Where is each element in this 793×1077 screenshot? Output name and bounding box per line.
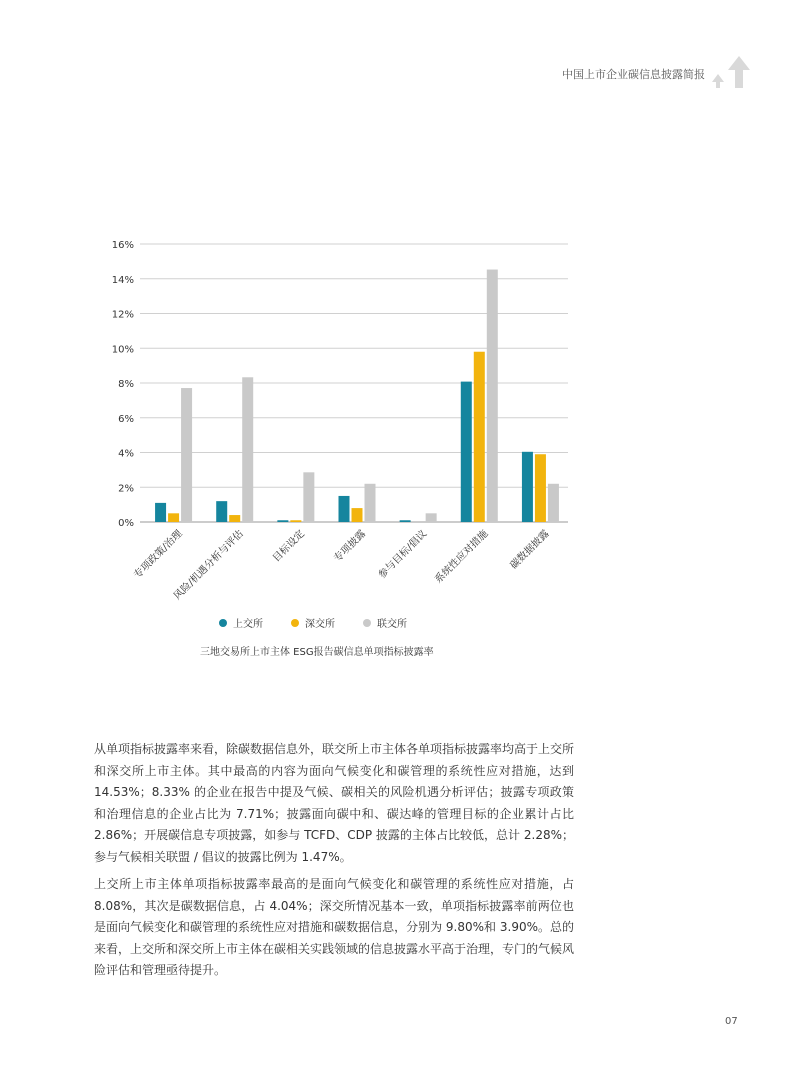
bar-shenzhen (290, 520, 301, 522)
page-number: 07 (725, 1016, 738, 1027)
bar-shanghai (155, 503, 166, 522)
y-tick-label: 10% (111, 344, 134, 356)
legend-item-hongkong (363, 615, 407, 630)
y-tick-label: 12% (111, 309, 134, 321)
bar-shanghai (522, 452, 533, 522)
bar-shenzhen (474, 352, 485, 522)
bar-hongkong (181, 388, 192, 522)
y-tick-label: 14% (111, 274, 134, 286)
legend-label-hongkong: 联交所 (377, 619, 407, 630)
y-tick-label: 0% (118, 518, 134, 529)
bar-shenzhen (352, 508, 363, 522)
legend-item-shenzhen (291, 615, 335, 630)
y-tick-label: 2% (118, 483, 134, 495)
header-title: 中国上市企业碳信息披露简报 (562, 68, 705, 81)
bar-shenzhen (168, 513, 179, 522)
bar-hongkong (365, 484, 376, 522)
chart-caption: 三地交易所上市主体 ESG报告碳信息单项指标披露率 (200, 647, 434, 658)
bar-shanghai (339, 496, 350, 522)
bar-hongkong (303, 472, 314, 522)
legend-item-shanghai (219, 615, 263, 630)
legend-swatch-shenzhen (291, 619, 299, 627)
bar-hongkong (487, 270, 498, 522)
x-tick-label: 专项政策/治理 (132, 528, 185, 581)
legend-label-shenzhen: 深交所 (305, 619, 335, 630)
y-tick-label: 6% (118, 413, 134, 425)
bar-hongkong (242, 377, 253, 522)
bar-hongkong (426, 513, 437, 522)
x-tick-label: 目标设定 (270, 528, 307, 565)
bar-shenzhen (535, 454, 546, 522)
chart-legend (219, 615, 407, 630)
x-tick-label: 系统性应对措施 (433, 528, 491, 586)
bar-shanghai (216, 501, 227, 522)
y-tick-label: 16% (111, 240, 134, 251)
body-paragraph-1: 从单项指标披露率来看，除碳数据信息外，联交所上市主体各单项指标披露率均高于上交所和深交所上市主体。其中最高的内容为面向气候变化和碳管理的系统性应对措施，达到 14.53%；8.33% 的企业在报告中提及气候、碳相关的风险机遇分析评估；披露专项政策和治理信息的企业占比为 7.71%；披露面向碳中和、碳达峰的管理目标的企业累计占比 2.86%；开展碳信息专项披露，如参与 TCFD、CDP 披露的主体占比较低，总计 2.28%；参与气候相关联盟 / 倡议的披露比例为 1.47%。 (94, 742, 575, 864)
x-tick-label: 参与目标/倡议 (376, 528, 430, 581)
x-tick-label: 风险/机遇分析与评估 (172, 528, 246, 603)
bar-hongkong (548, 484, 559, 522)
y-tick-label: 8% (118, 379, 134, 390)
bar-shanghai (277, 520, 288, 522)
bar-shanghai (400, 520, 411, 522)
bar-shanghai (461, 382, 472, 522)
y-tick-label: 4% (118, 448, 134, 460)
x-tick-label: 专项披露 (332, 528, 369, 565)
body-paragraph-2: 上交所上市主体单项指标披露率最高的是面向气候变化和碳管理的系统性应对措施，占 8.08%，其次是碳数据信息，占 4.04%；深交所情况基本一致，单项指标披露率前两位也是面向气候变化和碳管理的系统性应对措施和碳数据信息，分别为 9.80%和 3.90%。总的来看，上交所和深交所上市主体在碳相关实践领域的信息披露水平高于治理，专门的气候风险评估和管理亟待提升。 (94, 877, 575, 977)
x-tick-label: 碳数据披露 (508, 528, 552, 572)
legend-label-shanghai: 上交所 (233, 619, 263, 630)
bar-shenzhen (229, 515, 240, 522)
legend-swatch-hongkong (363, 619, 371, 627)
legend-swatch-shanghai (219, 619, 227, 627)
